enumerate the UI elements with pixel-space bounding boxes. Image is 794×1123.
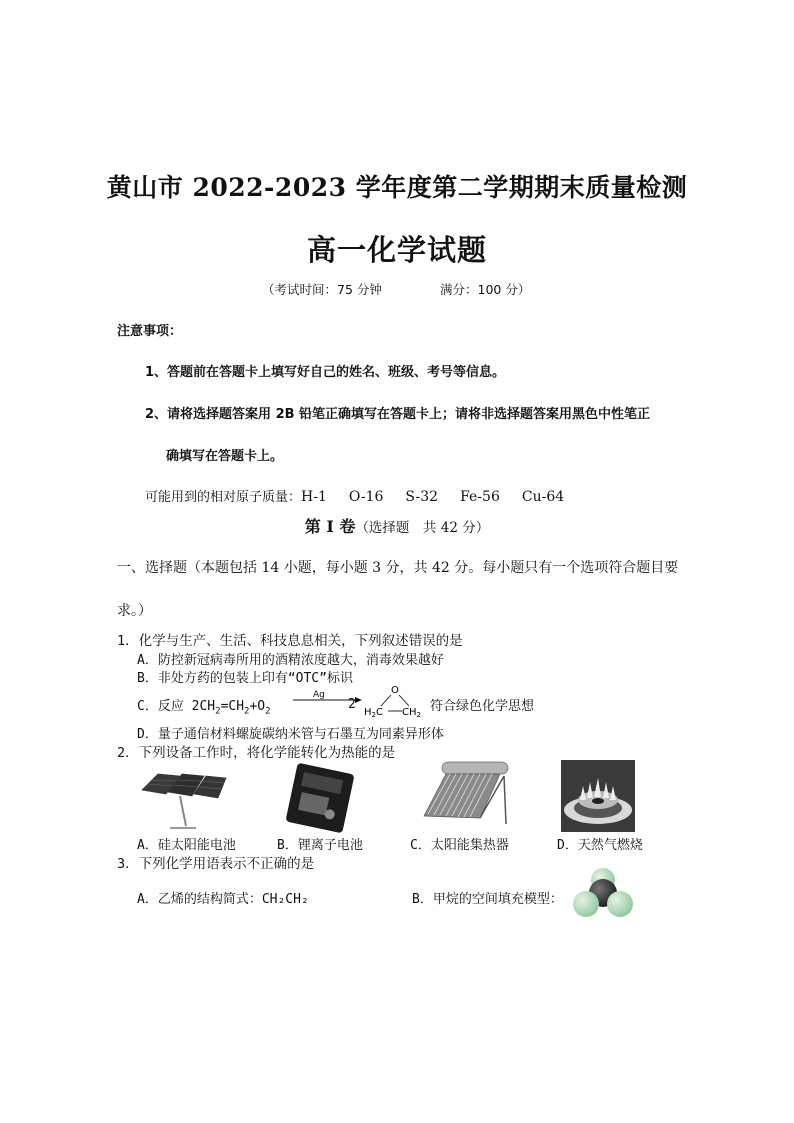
- exam-title: 黄山市 2022-2023 学年度第二学期期末质量检测: [106, 173, 688, 202]
- q1-option-c-prefix: C．反应 2CH: [137, 699, 216, 714]
- notice-item-2: 2、请将选择题答案用 2B 铅笔正确填写在答题卡上；请将非选择题答案用黑色中性笔正: [145, 407, 651, 422]
- q1-stem: 1．化学与生产、生活、科技息息相关，下列叙述错误的是: [117, 633, 463, 649]
- q1-option-c: C．反应 $2CH_2=CH_2+O_2$: [137, 699, 271, 717]
- q2-option-a: A．硅太阳能电池: [137, 838, 236, 853]
- q3-stem: 3．下列化学用语表示不正确的是: [117, 856, 315, 872]
- notice-item-1: 1、答题前在答题卡上填写好自己的姓名、班级、考号等信息。: [145, 365, 506, 380]
- notice-item-2-cont: 确填写在答题卡上。: [166, 449, 284, 464]
- methane-model-image: [568, 866, 638, 922]
- svg-text:O: O: [391, 685, 399, 696]
- q1-option-b: B．非处方药的包装上印有“OTC”标识: [137, 671, 353, 686]
- gas-burner-image: [561, 760, 635, 832]
- atomic-masses: [145, 486, 586, 505]
- q2-stem: 2．下列设备工作时，将化学能转化为热能的是: [117, 745, 396, 761]
- q2-option-c: C．太阳能集热器: [410, 838, 509, 853]
- atomic-mass-cu: Cu-64: [521, 489, 565, 505]
- q3-option-a: A．乙烯的结构简式：CH₂CH₂: [137, 892, 309, 907]
- atomic-mass-h: H-1: [301, 489, 327, 505]
- section-heading: [0, 514, 794, 537]
- part-one-instruction: 一、选择题（本题包括 14 小题，每小题 3 分，共 42 分。每小题只有一个选项符合题目要: [117, 560, 679, 576]
- q2-option-b: B．锂离子电池: [277, 838, 363, 853]
- atomic-mass-fe: Fe-56: [460, 489, 500, 505]
- exam-time: （考试时间：75 分钟: [262, 282, 382, 297]
- q1-option-a: A．防控新冠病毒所用的酒精浓度越大，消毒效果越好: [137, 653, 444, 668]
- solar-water-heater-image: [420, 760, 512, 832]
- catalyst-label: Ag: [313, 690, 325, 700]
- atomic-masses-label: 可能用到的相对原子质量：: [145, 490, 302, 505]
- notice-label: 注意事项：: [117, 324, 183, 339]
- section-title: 第 I 卷: [304, 517, 356, 536]
- q1-option-c-suffix: 符合绿色化学思想: [430, 699, 535, 714]
- atomic-mass-o: O-16: [348, 489, 384, 505]
- svg-text:H2C: $H_2C$: [364, 707, 383, 719]
- solar-panel-image: [140, 768, 228, 832]
- exam-subtitle: 高一化学试题: [306, 233, 487, 267]
- coefficient-2: 2: [348, 697, 356, 712]
- q3-option-b: B．甲烷的空间填充模型：: [412, 892, 563, 907]
- q1-option-d: D．量子通信材料螺旋碳纳米管与石墨互为同素异形体: [137, 727, 444, 742]
- q2-option-d: D．天然气燃烧: [557, 838, 643, 853]
- exam-score: 满分：100 分）: [440, 282, 531, 297]
- atomic-mass-s: S-32: [405, 489, 439, 505]
- epoxide-structure: [362, 682, 430, 720]
- section-note: （选择题 共 42 分）: [355, 520, 490, 536]
- svg-text:CH2: $CH_2$: [402, 707, 421, 719]
- lithium-battery-image: [285, 762, 357, 834]
- part-one-instruction-cont: 求。）: [117, 603, 152, 619]
